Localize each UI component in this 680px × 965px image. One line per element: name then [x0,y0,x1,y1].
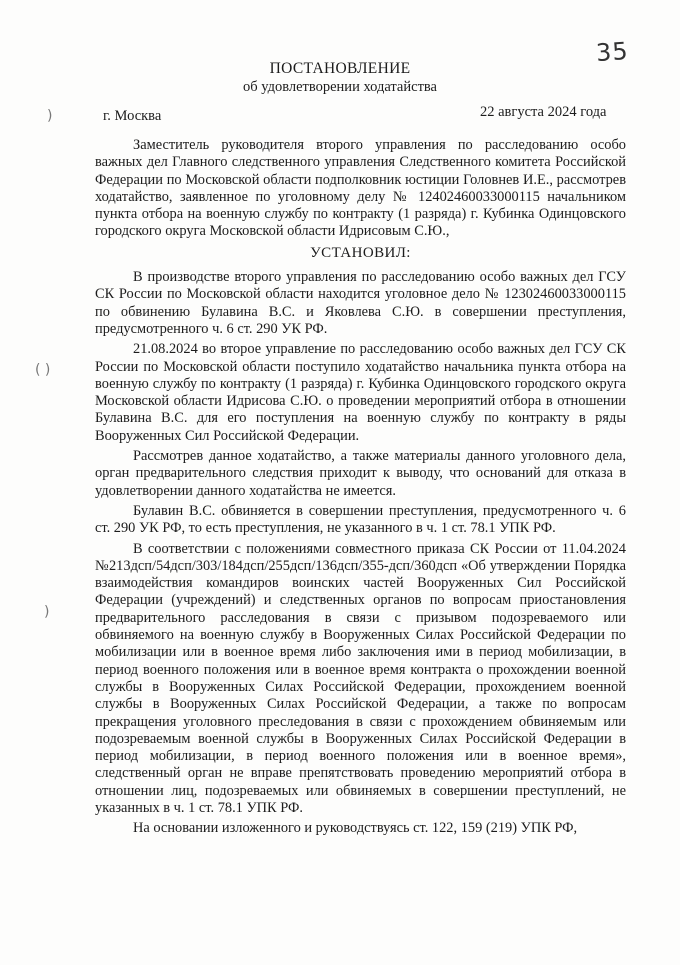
document-date: 22 августа 2024 года [480,104,607,120]
body-paragraph: 21.08.2024 во второе управление по расследованию особо важных дел ГСУ СК России по Московской области поступило ходатайство начальника пункта отбора на военную службу по контракту (1 разряда) г. Кубинка Одинцовского городского округа Московской области Идрисова С.Ю. о проведении мероприятий отбора в отношении Булавина В.С. для его поступления на военную службу по контракту в ряды Вооруженных Сил Российской Федерации. [95,341,626,444]
body-paragraph: На основании изложенного и руководствуясь ст. 122, 159 (219) УПК РФ, [133,820,578,837]
document-title: ПОСТАНОВЛЕНИЕ [269,60,411,77]
margin-mark: ) [44,604,50,620]
margin-mark: ( ) [35,362,51,378]
document-city: г. Москва [103,108,162,124]
document-body [95,137,626,841]
document-subtitle: об удовлетворении ходатайства [242,79,437,95]
body-paragraph: Рассмотрев данное ходатайство, а также материалы данного уголовного дела, орган предварительного следствия приходит к выводу, что оснований для отказа в удовлетворении данного ходатайства не имеется. [95,448,626,499]
body-paragraph: В соответствии с положениями совместного приказа СК России от 11.04.2024 №213дсп/54дсп/303/184дсп/255дсп/136дсп/355-дсп/360дсп «Об утверждении Порядка взаимодействия командиров воинских частей Вооруженных Сил Российской Федерации (учреждений) и следственных органов по вопросам приостановления предварительного расследования в связи с призывом подозреваемого или обвиняемого на военную службу в Вооруженных Силах Российской Федерации по мобилизации или в военное время либо заключения ими в период мобилизации, в период военного положения или в военное время контракта о прохождении военной службы в Вооруженных Силах Российской Федерации, прохождением военной службы в Вооруженных Силах Российской Федерации, а также по вопросам прекращения уголовного преследования в связи с прохождением обвиняемым или подозреваемым военной службы в Вооруженных Силах Российской Федерации в период мобилизации, в период военного положения или в военное время», следственный орган не вправе препятствовать проведению мероприятий отбора в отношении лиц, подозреваемых или обвиняемых в совершении преступлений, не указанных в ч. 1 ст. 78.1 УПК РФ. [95,540,626,816]
body-paragraph: Булавин В.С. обвиняется в совершении преступления, предусмотренного ч. 6 ст. 290 УК РФ, то есть преступления, не указанного в ч. 1 ст. 78.1 УПК РФ. [95,502,626,537]
body-paragraph: В производстве второго управления по расследованию особо важных дел ГСУ СК России по Московской области находится уголовное дело № 12302460033000115 по обвинению Булавина В.С. и Яковлева С.Ю. в совершении преступления, предусмотренного ч. 6 ст. 290 УК РФ. [95,269,626,337]
margin-mark: ) [47,108,53,124]
intro-paragraph: Заместитель руководителя второго управления по расследованию особо важных дел Главного следственного управления Следственного комитета Российской Федерации по Московской области подполковник юстиции Головнев И.Е., рассмотрев ходатайство, заявленное по уголовному делу № 12402460033000115 начальником пункта отбора на военную службу по контракту (1 разряда) г. Кубинка Одинцовского городского округа Московской области Идрисовым С.Ю., [95,137,626,240]
page-number: 35 [595,36,630,68]
section-heading: УСТАНОВИЛ: [310,244,411,261]
